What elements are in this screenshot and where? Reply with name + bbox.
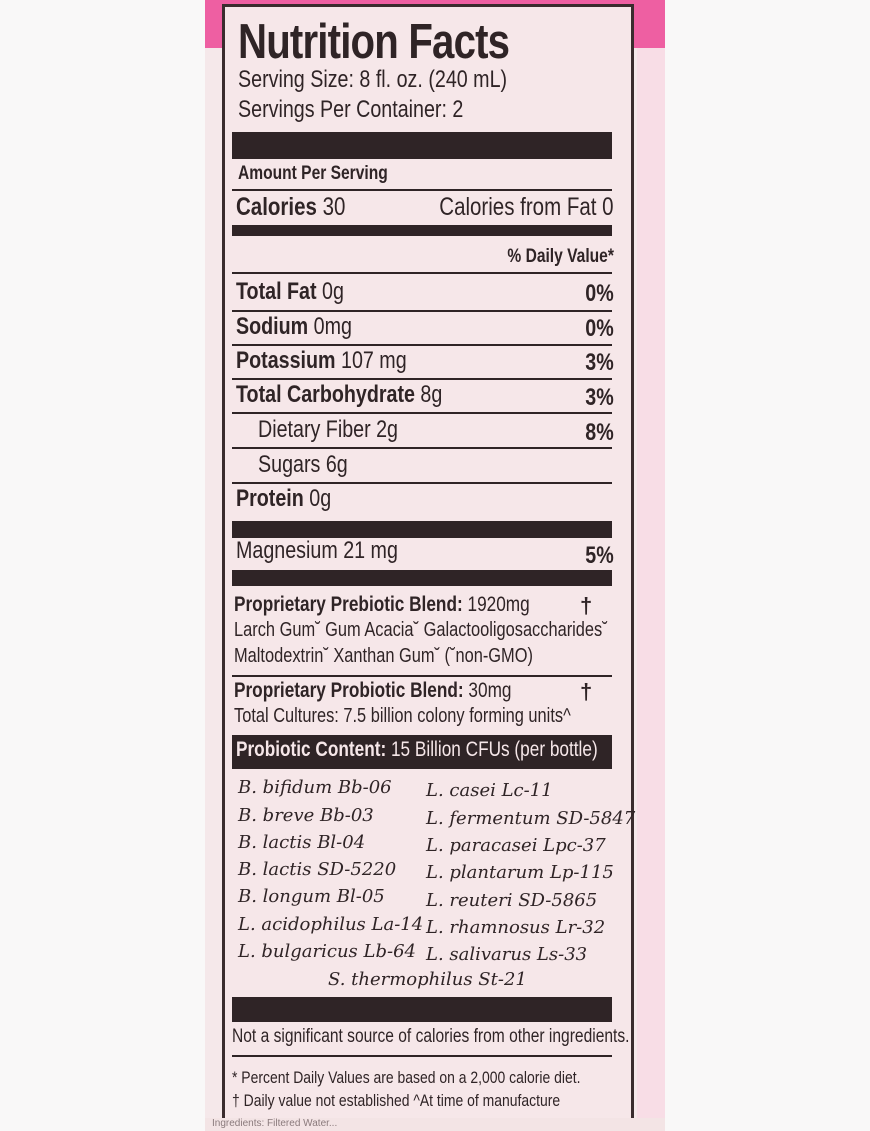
strain-item: L. plantarum Lp-115	[426, 862, 614, 883]
prebiotic-dagger: †	[580, 593, 593, 618]
not-significant-note: Not a significant source of calories from other ingredients.	[232, 1026, 630, 1047]
divider	[232, 412, 612, 414]
strain-item: B. longum Bl-05	[238, 886, 385, 907]
calories-row	[236, 193, 369, 222]
nutrient-row-indented: Sugars 6g	[258, 451, 348, 478]
strain-item: L. casei Lc-11	[426, 780, 553, 801]
calories-value: 30	[322, 193, 346, 221]
footnote-daily-values: * Percent Daily Values are based on a 2,000 calorie diet.	[232, 1068, 581, 1087]
nutrient-dv: 3%	[585, 384, 614, 411]
nutrient-dv: 0%	[585, 315, 614, 342]
divider	[232, 1055, 612, 1057]
label-title: Nutrition Facts	[238, 15, 510, 69]
magnesium-dv: 5%	[585, 542, 614, 569]
nutrient-row-indented: Dietary Fiber 2g	[258, 416, 399, 443]
divider	[232, 447, 612, 449]
strain-item: L. paracasei Lpc-37	[426, 835, 606, 856]
medium-divider	[232, 225, 612, 236]
amount-per-serving: Amount Per Serving	[238, 163, 388, 184]
thick-divider	[232, 570, 612, 586]
strain-item: B. lactis Bl-04	[238, 832, 366, 853]
thick-divider-top	[232, 132, 612, 159]
strain-item: L. fermentum SD-5847	[426, 808, 636, 829]
strain-item: L. bulgaricus Lb-64	[238, 941, 416, 962]
strain-item: L. rhamnosus Lr-32	[426, 917, 606, 938]
divider	[232, 344, 612, 346]
prebiotic-ingredients-2: Maltodextrin˘ Xanthan Gum˘ (˘non-GMO)	[234, 645, 533, 667]
strain-item: B. lactis SD-5220	[238, 859, 397, 880]
footnote-dagger: † Daily value not established ^At time of manufacture	[232, 1091, 561, 1110]
pink-package-side	[637, 48, 665, 1131]
prebiotic-blend-row: Proprietary Prebiotic Blend: 1920mg	[234, 593, 530, 616]
divider	[232, 378, 612, 380]
nutrient-row: Total Carbohydrate 8g	[236, 381, 443, 408]
daily-value-header: % Daily Value*	[507, 246, 614, 267]
background-left	[0, 0, 205, 1131]
probiotic-content: Probiotic Content: 15 Billion CFUs (per bottle)	[236, 738, 598, 761]
strain-item: B. bifidum Bb-06	[238, 777, 392, 798]
total-cultures: Total Cultures: 7.5 billion colony forming units^	[234, 705, 571, 727]
cut-off-ingredients: Ingredients: Filtered Water...	[212, 1118, 338, 1129]
background-right	[665, 0, 870, 1131]
probiotic-dagger: †	[580, 679, 593, 704]
thick-divider-bottom	[232, 997, 612, 1022]
divider	[232, 189, 612, 191]
nutrient-row: Protein 0g	[236, 485, 332, 512]
divider	[232, 272, 612, 274]
calories-from-fat: Calories from Fat 0	[439, 193, 614, 221]
divider	[232, 675, 612, 677]
nutrient-row: Sodium 0mg	[236, 313, 352, 340]
strain-item: L. acidophilus La-14	[238, 914, 424, 935]
strain-item: S. thermophilus St-21	[328, 969, 527, 990]
nutrient-dv: 8%	[585, 419, 614, 446]
nutrient-row: Total Fat 0g	[236, 278, 344, 305]
strain-item: L. salivarus Ls-33	[426, 944, 588, 965]
magnesium-row: Magnesium 21 mg	[236, 537, 398, 564]
servings-per-container: Servings Per Container: 2	[238, 96, 464, 123]
prebiotic-ingredients-1: Larch Gum˘ Gum Acacia˘ Galactooligosaccharides˘	[234, 619, 608, 641]
strain-item: B. breve Bb-03	[238, 805, 374, 826]
calories-label: Calories	[236, 193, 317, 221]
serving-size: Serving Size: 8 fl. oz. (240 mL)	[238, 66, 508, 93]
nutrient-dv: 3%	[585, 349, 614, 376]
strain-item: L. reuteri SD-5865	[426, 890, 598, 911]
divider	[232, 482, 612, 484]
nutrient-row: Potassium 107 mg	[236, 347, 407, 374]
thick-divider	[232, 521, 612, 538]
probiotic-blend-row: Proprietary Probiotic Blend: 30mg	[234, 679, 512, 702]
nutrient-dv: 0%	[585, 280, 614, 307]
divider	[232, 310, 612, 312]
